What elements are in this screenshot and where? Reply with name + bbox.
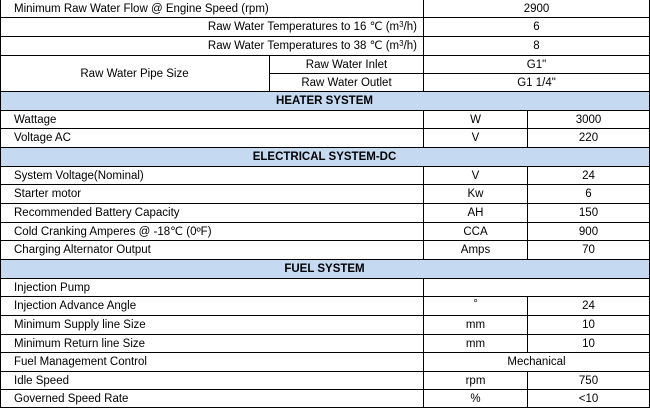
heater-wattage-value: 3000 (528, 111, 650, 129)
cold-cranking-amperes-unit: CCA (424, 223, 528, 241)
heater-voltage-value: 220 (528, 129, 650, 148)
governed-speed-rate-value: <10 (528, 390, 650, 408)
supply-line-size-value: 10 (528, 316, 650, 335)
injection-pump-label: Injection Pump (0, 279, 424, 297)
electrical-system-header: ELECTRICAL SYSTEM-DC (0, 148, 650, 167)
raw-water-outlet-label: Raw Water Outlet (270, 74, 424, 92)
raw-water-inlet-value: G1" (424, 56, 650, 74)
raw-water-temp38-value: 8 (424, 37, 650, 56)
idle-speed-value: 750 (528, 372, 650, 390)
return-line-size-label: Minimum Return line Size (0, 335, 424, 353)
starter-motor-unit: Kw (424, 185, 528, 204)
return-line-size-value: 10 (528, 335, 650, 353)
starter-motor-value: 6 (528, 185, 650, 204)
fuel-management-value: Mechanical (424, 353, 650, 372)
governed-speed-rate-label: Governed Speed Rate (0, 390, 424, 408)
cold-cranking-amperes-label: Cold Cranking Amperes @ -18℃ (0ºF) (0, 223, 424, 241)
raw-water-pipe-size-label: Raw Water Pipe Size (0, 56, 270, 92)
cold-cranking-amperes-value: 900 (528, 223, 650, 241)
injection-advance-angle-label: Injection Advance Angle (0, 297, 424, 316)
idle-speed-label: Idle Speed (0, 372, 424, 390)
battery-capacity-label: Recommended Battery Capacity (0, 204, 424, 223)
heater-voltage-label: Voltage AC (0, 129, 424, 148)
injection-pump-value (424, 279, 650, 297)
battery-capacity-value: 150 (528, 204, 650, 223)
starter-motor-label: Starter motor (0, 185, 424, 204)
raw-water-inlet-label: Raw Water Inlet (270, 56, 424, 74)
table-left-border (0, 0, 1, 408)
battery-capacity-unit: AH (424, 204, 528, 223)
raw-water-temp38-label: Raw Water Temperatures to 38 ℃ $(m^3/h)$ (0, 37, 424, 56)
charging-alternator-unit: Amps (424, 241, 528, 260)
charging-alternator-value: 70 (528, 241, 650, 260)
heater-voltage-unit: V (424, 129, 528, 148)
raw-water-temp16-label: Raw Water Temperatures to 16 ℃ $(m^3/h)$ (0, 18, 424, 37)
supply-line-size-label: Minimum Supply line Size (0, 316, 424, 335)
raw-water-outlet-value: G1 1/4" (424, 74, 650, 92)
injection-advance-angle-value: 24 (528, 297, 650, 316)
governed-speed-rate-unit: % (424, 390, 528, 408)
min-raw-water-flow-value: 2900 (424, 0, 650, 18)
injection-advance-angle-unit: ° (424, 297, 528, 316)
return-line-size-unit: mm (424, 335, 528, 353)
system-voltage-value: 24 (528, 167, 650, 185)
min-raw-water-flow-label: Minimum Raw Water Flow @ Engine Speed (rpm) (0, 0, 424, 18)
heater-wattage-label: Wattage (0, 111, 424, 129)
system-voltage-label: System Voltage(Nominal) (0, 167, 424, 185)
charging-alternator-label: Charging Alternator Output (0, 241, 424, 260)
heater-wattage-unit: W (424, 111, 528, 129)
heater-system-header: HEATER SYSTEM (0, 92, 650, 111)
system-voltage-unit: V (424, 167, 528, 185)
supply-line-size-unit: mm (424, 316, 528, 335)
idle-speed-unit: rpm (424, 372, 528, 390)
fuel-management-label: Fuel Management Control (0, 353, 424, 372)
raw-water-temp16-value: 6 (424, 18, 650, 37)
fuel-system-header: FUEL SYSTEM (0, 260, 650, 279)
